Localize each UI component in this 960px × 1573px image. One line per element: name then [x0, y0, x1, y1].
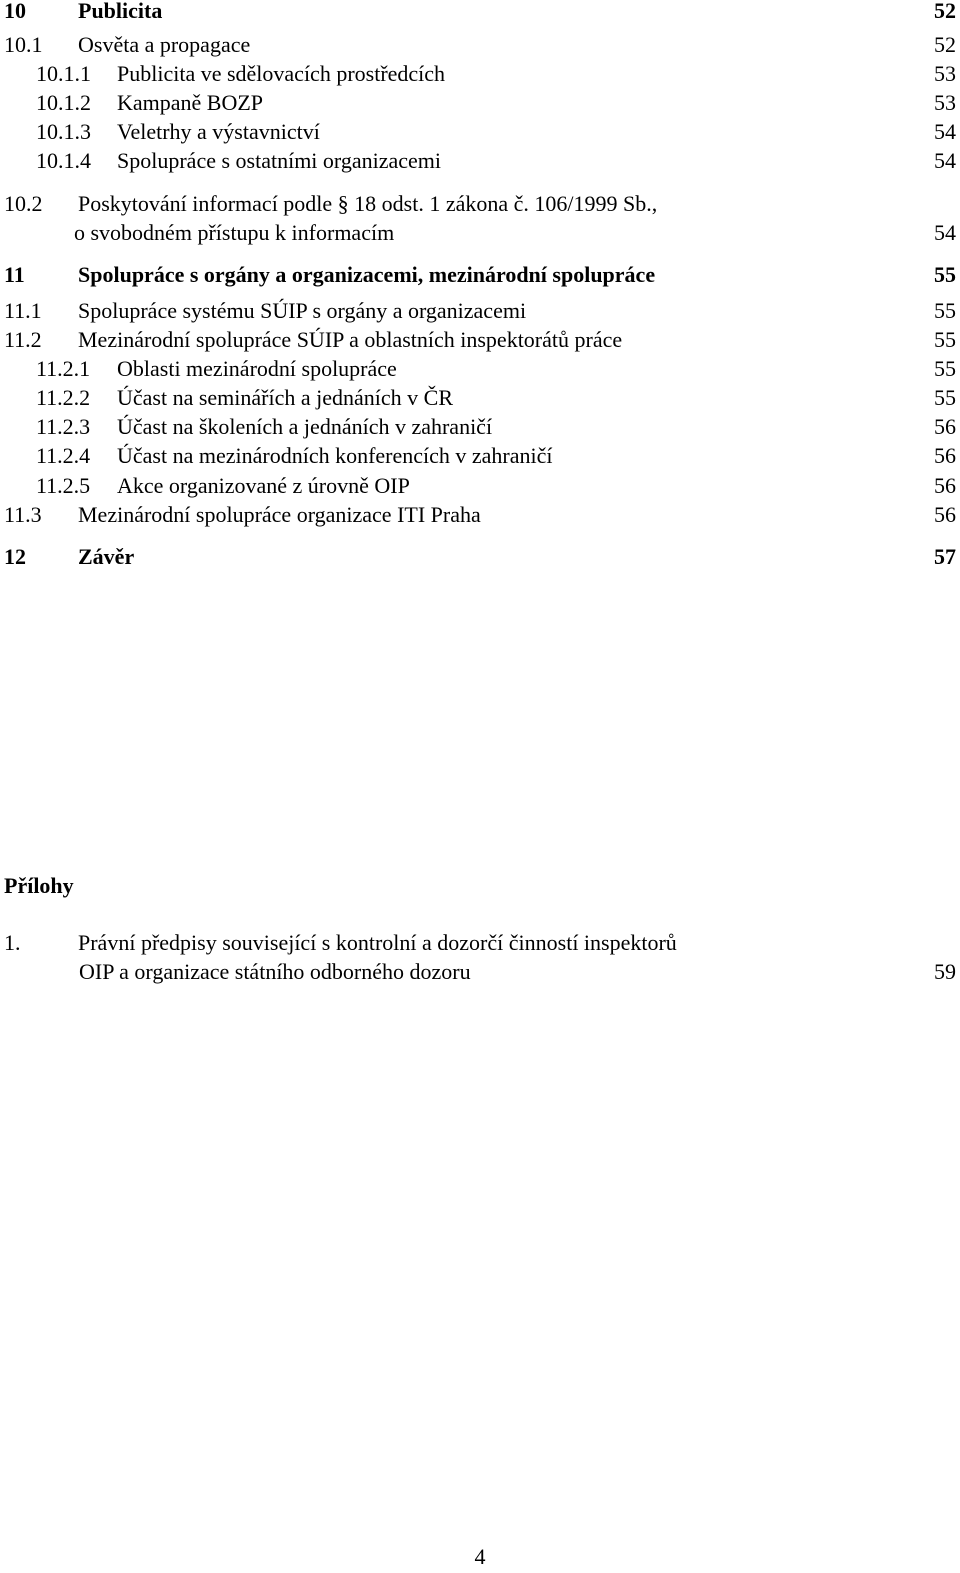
toc-title: Mezinárodní spolupráce SÚIP a oblastních inspektorátů práce	[78, 327, 623, 352]
toc-page: 55	[934, 298, 956, 323]
toc-page: 56	[934, 473, 956, 498]
attachments-heading: Přílohy	[4, 873, 74, 898]
toc-page: 57	[934, 544, 956, 569]
toc-number: 10.2	[4, 191, 43, 216]
attachment-entry-1-continuation[interactable]	[0, 957, 960, 987]
toc-entry-10-1-2[interactable]	[0, 88, 960, 118]
toc-title: Účast na mezinárodních konferencích v zahraničí	[117, 443, 553, 468]
toc-page: 55	[934, 356, 956, 381]
toc-title: Publicita	[78, 0, 163, 23]
toc-title: Účast na seminářích a jednáních v ČR	[117, 385, 454, 410]
toc-title: Veletrhy a výstavnictví	[117, 119, 320, 144]
toc-entry-11-2-5[interactable]	[0, 471, 960, 501]
toc-entry-10-1-4[interactable]	[0, 146, 960, 176]
toc-entry-11-2-1[interactable]	[0, 354, 960, 384]
toc-title: Mezinárodní spolupráce organizace ITI Praha	[78, 502, 481, 527]
toc-page: 55	[934, 385, 956, 410]
toc-number: 10.1	[4, 32, 43, 57]
toc-number: 10.1.4	[36, 148, 91, 173]
toc-title: Oblasti mezinárodní spolupráce	[117, 356, 397, 381]
toc-number: 11.2.5	[36, 473, 91, 498]
toc-entry-11-2-4[interactable]	[0, 441, 960, 471]
toc-number: 10	[4, 0, 26, 23]
attachment-number: 1.	[4, 930, 21, 955]
toc-number: 11.2.3	[36, 414, 91, 439]
toc-page: 52	[934, 32, 956, 57]
page-number: 4	[474, 1544, 486, 1569]
toc-page: 56	[934, 414, 956, 439]
attachment-page: 59	[934, 959, 956, 984]
toc-number: 12	[4, 544, 26, 569]
toc-number: 10.1.3	[36, 119, 91, 144]
toc-number: 11.2.1	[36, 356, 91, 381]
toc-title: Spolupráce s ostatními organizacemi	[117, 148, 442, 173]
attachment-entry-1[interactable]	[0, 928, 960, 958]
toc-title-continuation: o svobodném přístupu k informacím	[74, 220, 395, 245]
toc-page: 56	[934, 443, 956, 468]
toc-page: 54	[934, 148, 956, 173]
toc-title: Spolupráce systému SÚIP s orgány a organizacemi	[78, 298, 527, 323]
toc-entry-11-2[interactable]	[0, 325, 960, 355]
toc-entry-11-1[interactable]	[0, 296, 960, 326]
toc-number: 10.1.1	[36, 61, 91, 86]
toc-entry-10-2[interactable]	[0, 189, 960, 219]
toc-number: 11.2.4	[36, 443, 91, 468]
toc-number: 10.1.2	[36, 90, 91, 115]
toc-title: Poskytování informací podle § 18 odst. 1 zákona č. 106/1999 Sb.,	[78, 191, 658, 216]
toc-title: Účast na školeních a jednáních v zahraničí	[117, 414, 493, 439]
toc-title: Publicita ve sdělovacích prostředcích	[117, 61, 446, 86]
toc-page: 53	[934, 61, 956, 86]
toc-entry-10-1[interactable]	[0, 30, 960, 60]
toc-page: 52	[934, 0, 956, 23]
toc-entry-10-2-continuation[interactable]	[0, 218, 960, 248]
toc-entry-10[interactable]	[0, 0, 960, 26]
toc-entry-11-2-2[interactable]	[0, 383, 960, 413]
toc-entry-10-1-3[interactable]	[0, 117, 960, 147]
toc-title: Osvěta a propagace	[78, 32, 251, 57]
toc-title: Akce organizované z úrovně OIP	[117, 473, 410, 498]
toc-number: 11.2.2	[36, 385, 91, 410]
toc-page: 54	[934, 119, 956, 144]
toc-page: 54	[934, 220, 956, 245]
toc-page: 55	[934, 262, 956, 287]
toc-number: 11.1	[4, 298, 42, 323]
toc-title: Kampaně BOZP	[117, 90, 264, 115]
attachment-title-continuation: OIP a organizace státního odborného dozoru	[79, 959, 471, 984]
toc-title: Spolupráce s orgány a organizacemi, mezinárodní spolupráce	[78, 262, 656, 287]
toc-page: 55	[934, 327, 956, 352]
toc-title: Závěr	[78, 544, 135, 569]
toc-entry-12[interactable]	[0, 542, 960, 572]
attachment-title: Právní předpisy související s kontrolní a dozorčí činností inspektorů	[78, 930, 677, 955]
toc-entry-11-3[interactable]	[0, 500, 960, 530]
toc-page: 53	[934, 90, 956, 115]
toc-number: 11	[4, 262, 25, 287]
toc-number: 11.3	[4, 502, 42, 527]
toc-number: 11.2	[4, 327, 42, 352]
toc-entry-11[interactable]	[0, 260, 960, 290]
toc-page: 56	[934, 502, 956, 527]
toc-entry-10-1-1[interactable]	[0, 59, 960, 89]
toc-entry-11-2-3[interactable]	[0, 412, 960, 442]
